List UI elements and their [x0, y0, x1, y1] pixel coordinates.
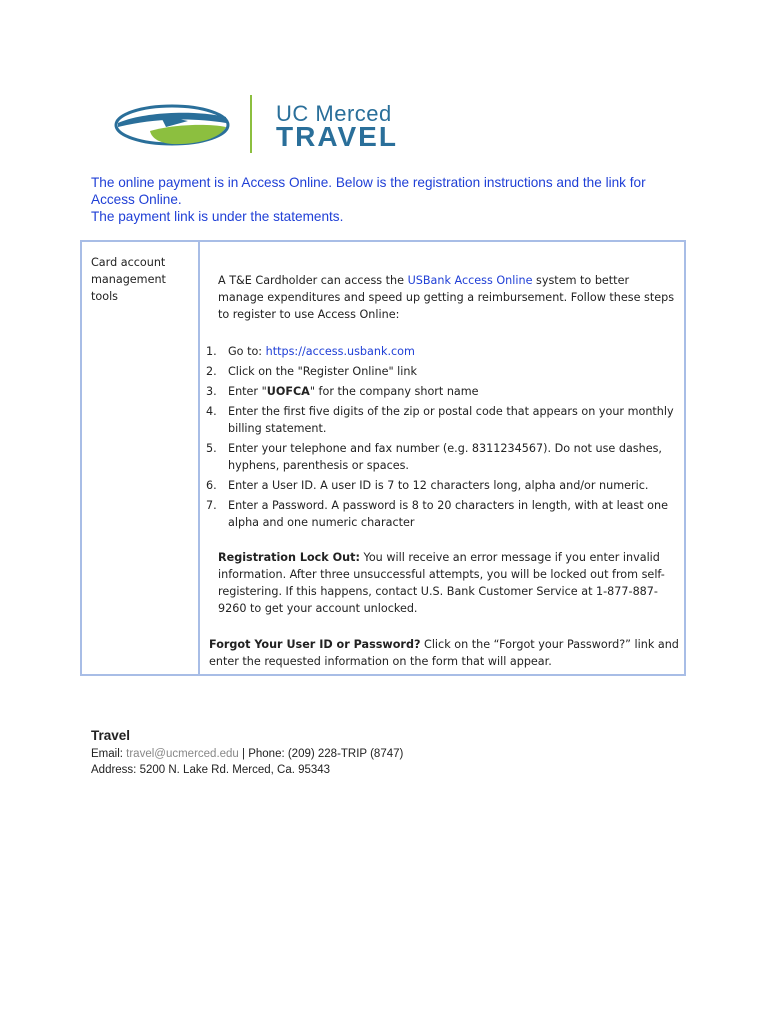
step-text: Click on the "Register Online" link: [228, 365, 417, 378]
step-number: 5.: [206, 442, 217, 455]
forgot-paragraph: [209, 636, 679, 670]
company-short-name: UOFCA: [266, 385, 310, 398]
step-text: Go to:: [228, 345, 266, 358]
step-number: 4.: [206, 405, 217, 418]
forgot-title: Forgot Your User ID or Password?: [209, 638, 421, 651]
box-column-divider: [198, 242, 200, 674]
intro-text-after: system to better manage expenditures and speed up getting a reimbursement. Follow these steps to register to use Access Online:: [218, 274, 675, 321]
step-number: 1.: [206, 345, 217, 358]
step-number: 3.: [206, 385, 217, 398]
registration-steps: [206, 343, 676, 534]
instructions-intro: [218, 272, 678, 323]
intro-text-before: A T&E Cardholder can access the: [218, 274, 408, 287]
email-label: Email:: [91, 748, 127, 760]
email-link[interactable]: travel@ucmerced.edu: [126, 748, 239, 760]
step-text: Enter your telephone and fax number (e.g. 8311234567). Do not use dashes, hyphens, parenthesis or spaces.: [228, 442, 662, 472]
phone-text: | Phone: (209) 228-TRIP (8747): [238, 748, 404, 760]
step-text: Enter ": [228, 385, 267, 398]
step-item: [206, 440, 676, 474]
logo-text-travel: TRAVEL: [276, 121, 398, 152]
usbank-access-online-link[interactable]: USBank Access Online: [407, 274, 533, 287]
step-text: Enter the first five digits of the zip or postal code that appears on your monthly billing statement.: [228, 405, 674, 435]
step-text: Enter a Password. A password is 8 to 20 characters in length, with at least one alpha and one numeric character: [228, 499, 668, 529]
intro-line-2: The payment link is under the statements.: [91, 209, 344, 224]
lockout-title: Registration Lock Out:: [218, 551, 360, 564]
step-text-after: " for the company short name: [309, 385, 479, 398]
step-item: [206, 497, 676, 531]
lockout-paragraph: [218, 549, 678, 617]
side-label: Card account management tools: [91, 256, 166, 303]
step-item: [206, 403, 676, 437]
logo-divider: [250, 95, 252, 153]
logo-globe-icon: [110, 103, 230, 147]
step-item: [206, 363, 676, 380]
footer-address: Address: 5200 N. Lake Rd. Merced, Ca. 95343: [91, 764, 331, 776]
step-item: [206, 477, 676, 494]
step-number: 2.: [206, 365, 217, 378]
intro-line-1: The online payment is in Access Online. Below is the registration instructions and the link for Access Online.: [91, 175, 646, 207]
footer-title: Travel: [91, 728, 131, 743]
footer-contact-line: [91, 746, 403, 762]
step-item: [206, 383, 676, 400]
logo-text-uc-merced: UC Merced: [276, 101, 392, 126]
contact-footer: [91, 728, 403, 778]
step-number: 6.: [206, 479, 217, 492]
instructions-box: [80, 240, 686, 676]
lockout-text: You will receive an error message if you enter invalid information. After three unsuccessful attempts, you will be locked out from self-registering. If this happens, contact U.S. Bank Customer Service at 1-877-887-9260 to get your account unlocked.: [218, 551, 665, 615]
uc-merced-travel-logo: [110, 95, 455, 155]
intro-notice: [91, 174, 691, 225]
step-item: [206, 343, 676, 360]
step-text: Enter a User ID. A user ID is 7 to 12 characters long, alpha and/or numeric.: [228, 479, 649, 492]
step-number: 7.: [206, 499, 217, 512]
access-usbank-link[interactable]: https://access.usbank.com: [265, 345, 415, 358]
forgot-text: Click on the “Forgot your Password?” link and enter the requested information on the form that will appear.: [209, 638, 679, 668]
